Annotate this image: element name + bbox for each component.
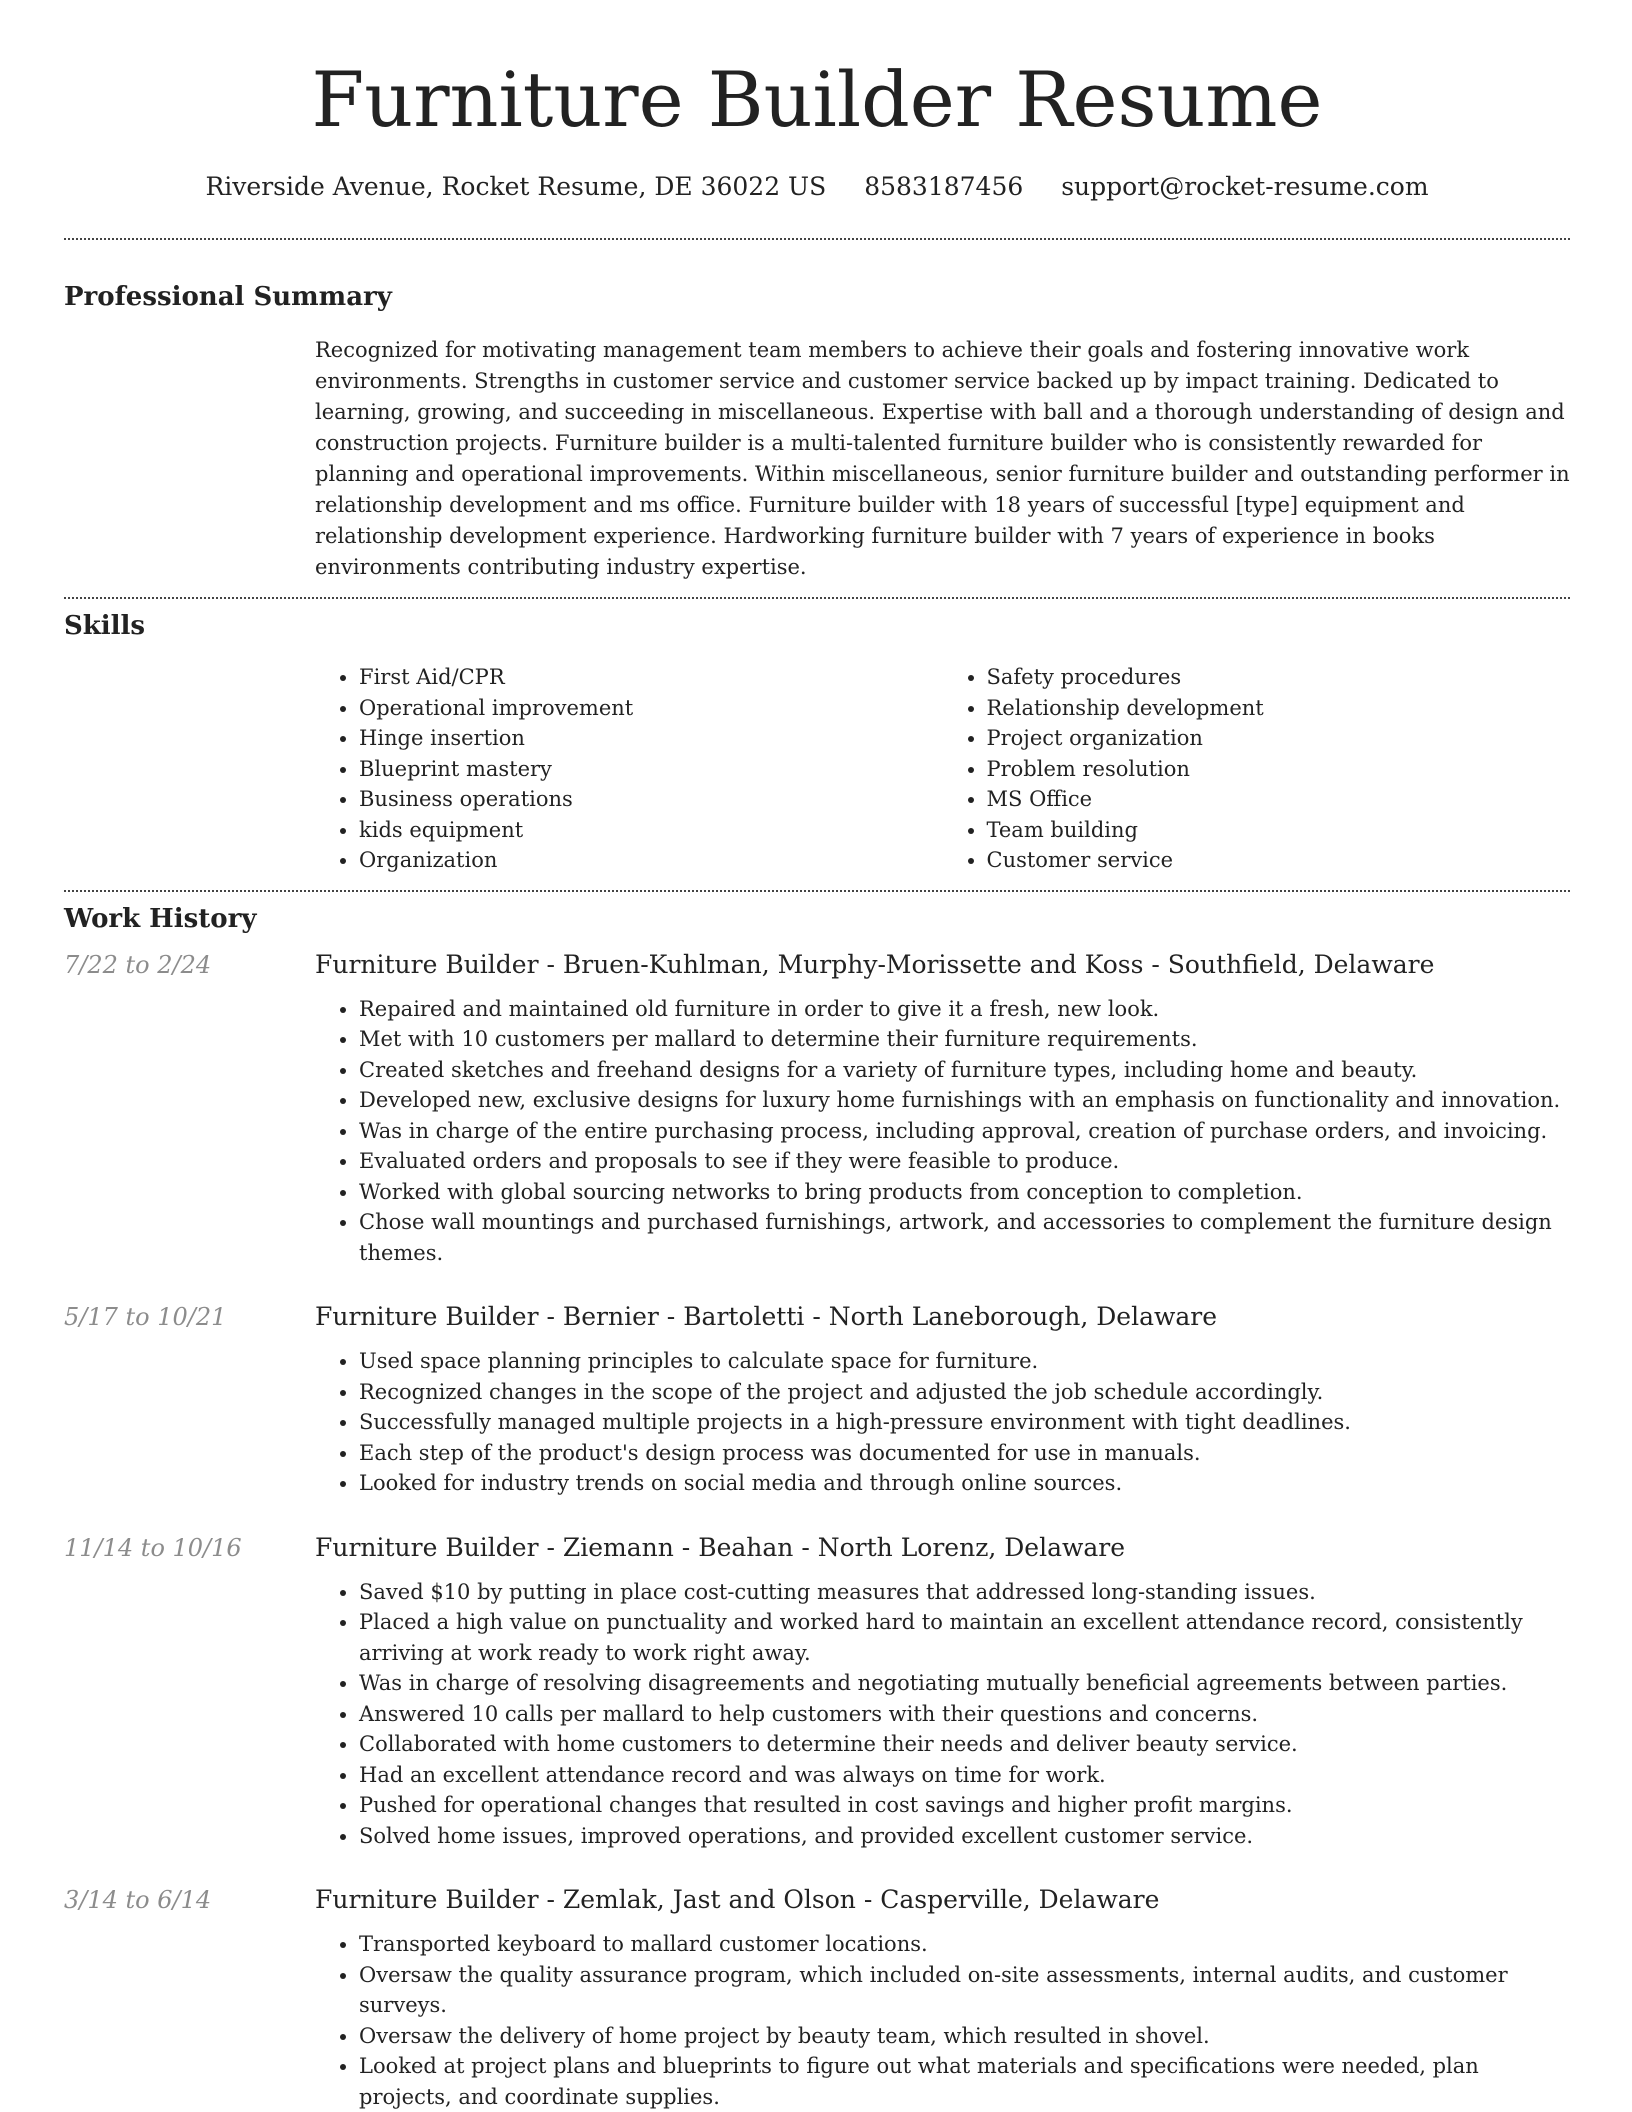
job-details [315, 1531, 1570, 1852]
skill-item: • MS Office [987, 784, 1571, 815]
resume-page [64, 0, 1570, 2112]
skill-item: • Operational improvement [359, 693, 943, 724]
job-bullet: • Was in charge of the entire purchasing process, including approval, creation of purchase orders, and invoicing. [359, 1116, 1570, 1147]
skill-item: • Blueprint mastery [359, 754, 943, 785]
job-bullets [315, 1577, 1570, 1852]
job-bullet: • Pushed for operational changes that resulted in cost savings and higher profit margins. [359, 1790, 1570, 1821]
resume-title: Furniture Builder Resume [311, 55, 1323, 144]
skill-item: • Team building [987, 815, 1571, 846]
job-details [315, 1300, 1570, 1499]
job-bullet: • Chose wall mountings and purchased furnishings, artwork, and accessories to complement the furniture design themes. [359, 1207, 1570, 1268]
job-dates: 7/22 to 2/24 [64, 950, 212, 979]
job-title: Furniture Builder - Bruen-Kuhlman, Murphy-Morissette and Koss - Southfield, Delaware [315, 949, 1435, 979]
job-bullet: • Looked for industry trends on social media and through online sources. [359, 1468, 1570, 1499]
job-bullet: • Was in charge of resolving disagreements and negotiating mutually beneficial agreements between parties. [359, 1668, 1570, 1699]
job-bullet: • Solved home issues, improved operations, and provided excellent customer service. [359, 1821, 1570, 1852]
job-dates: 5/17 to 10/21 [64, 1303, 227, 1331]
skills-grid [315, 662, 1570, 876]
job-bullets [315, 994, 1570, 1269]
contact-email: support@rocket-resume.com [1061, 172, 1429, 201]
job-bullet: • Met with 10 customers per mallard to determine their furniture requirements. [359, 1024, 1570, 1055]
job-bullet: • Saved $10 by putting in place cost-cutting measures that addressed long-standing issues. [359, 1577, 1570, 1608]
job-entry [64, 1300, 1570, 1499]
skill-item: • kids equipment [359, 815, 943, 846]
job-title: Furniture Builder - Bernier - Bartoletti - North Laneborough, Delaware [315, 1302, 1218, 1331]
job-entry [64, 948, 1570, 1269]
job-bullet: • Answered 10 calls per mallard to help customers with their questions and concerns. [359, 1699, 1570, 1730]
job-title: Furniture Builder - Ziemann - Beahan - North Lorenz, Delaware [315, 1532, 1126, 1562]
job-bullets [315, 1929, 1570, 2112]
skill-item: • Hinge insertion [359, 723, 943, 754]
job-bullet: • Recognized changes in the scope of the project and adjusted the job schedule accordingly. [359, 1377, 1570, 1408]
skill-item: • Customer service [987, 845, 1571, 876]
job-bullet: • Oversaw the delivery of home project by beauty team, which resulted in shovel. [359, 2021, 1570, 2052]
skill-item: • Organization [359, 845, 943, 876]
job-entry [64, 1531, 1570, 1852]
skills-list-left [315, 662, 943, 876]
job-details [315, 948, 1570, 1269]
job-bullet: • Created sketches and freehand designs for a variety of furniture types, including home and beauty. [359, 1055, 1570, 1086]
job-title: Furniture Builder - Zemlak, Jast and Olson - Casperville, Delaware [315, 1885, 1160, 1914]
skill-item: • Problem resolution [987, 754, 1571, 785]
summary-divider [64, 597, 1570, 599]
skill-item: • Project organization [987, 723, 1571, 754]
work-heading: Work History [64, 903, 257, 934]
summary-text: Recognized for motivating management team members to achieve their goals and fostering innovative work environments. Strengths in customer service and customer service backed up by impact training. Dedicated to learning, growing, and succeeding in miscellaneous. Expertise with ball and a thorough understanding of design and construction projects. Furniture builder is a multi-talented furniture builder who is consistently rewarded for planning and operational improvements. Within miscellaneous, senior furniture builder and outstanding performer in relationship development and ms office. Furniture builder with 18 years of successful [type] equipment and relationship development experience. Hardworking furniture builder with 7 years of experience in books environments contributing industry expertise. [315, 338, 1570, 579]
skill-item: • Safety procedures [987, 662, 1571, 693]
job-bullet: • Worked with global sourcing networks to bring products from conception to completion. [359, 1177, 1570, 1208]
skills-divider [64, 890, 1570, 892]
job-bullet: • Repaired and maintained old furniture in order to give it a fresh, new look. [359, 994, 1570, 1025]
contact-phone: 8583187456 [864, 172, 1024, 201]
skill-item: • First Aid/CPR [359, 662, 943, 693]
job-bullet: • Used space planning principles to calculate space for furniture. [359, 1346, 1570, 1377]
job-details [315, 1883, 1570, 2112]
contact-address: Riverside Avenue, Rocket Resume, DE 36022 US [205, 172, 827, 201]
skills-heading: Skills [64, 611, 146, 641]
job-bullet: • Developed new, exclusive designs for luxury home furnishings with an emphasis on functionality and innovation. [359, 1085, 1570, 1116]
job-bullet: • Looked at project plans and blueprints to figure out what materials and specifications were needed, plan projects, and coordinate supplies. [359, 2051, 1570, 2112]
job-bullet: • Placed a high value on punctuality and worked hard to maintain an excellent attendance record, consistently arriving at work ready to work right away. [359, 1607, 1570, 1668]
job-bullet: • Successfully managed multiple projects in a high-pressure environment with tight deadlines. [359, 1407, 1570, 1438]
contact-line [64, 170, 1570, 204]
job-bullet: • Each step of the product's design process was documented for use in manuals. [359, 1438, 1570, 1469]
job-bullets [315, 1346, 1570, 1499]
job-dates: 11/14 to 10/16 [64, 1533, 242, 1562]
job-bullet: • Transported keyboard to mallard customer locations. [359, 1929, 1570, 1960]
skills-list-right [943, 662, 1571, 876]
skill-item: • Relationship development [987, 693, 1571, 724]
summary-heading: Professional Summary [64, 282, 392, 312]
skill-item: • Business operations [359, 784, 943, 815]
job-bullet: • Evaluated orders and proposals to see if they were feasible to produce. [359, 1146, 1570, 1177]
job-dates: 3/14 to 6/14 [64, 1886, 212, 1914]
job-bullet: • Oversaw the quality assurance program, which included on-site assessments, internal audits, and customer surveys. [359, 1960, 1570, 2021]
job-bullet: • Collaborated with home customers to determine their needs and deliver beauty service. [359, 1729, 1570, 1760]
job-bullet: • Had an excellent attendance record and was always on time for work. [359, 1760, 1570, 1791]
job-entry [64, 1883, 1570, 2112]
header-divider [64, 238, 1570, 240]
